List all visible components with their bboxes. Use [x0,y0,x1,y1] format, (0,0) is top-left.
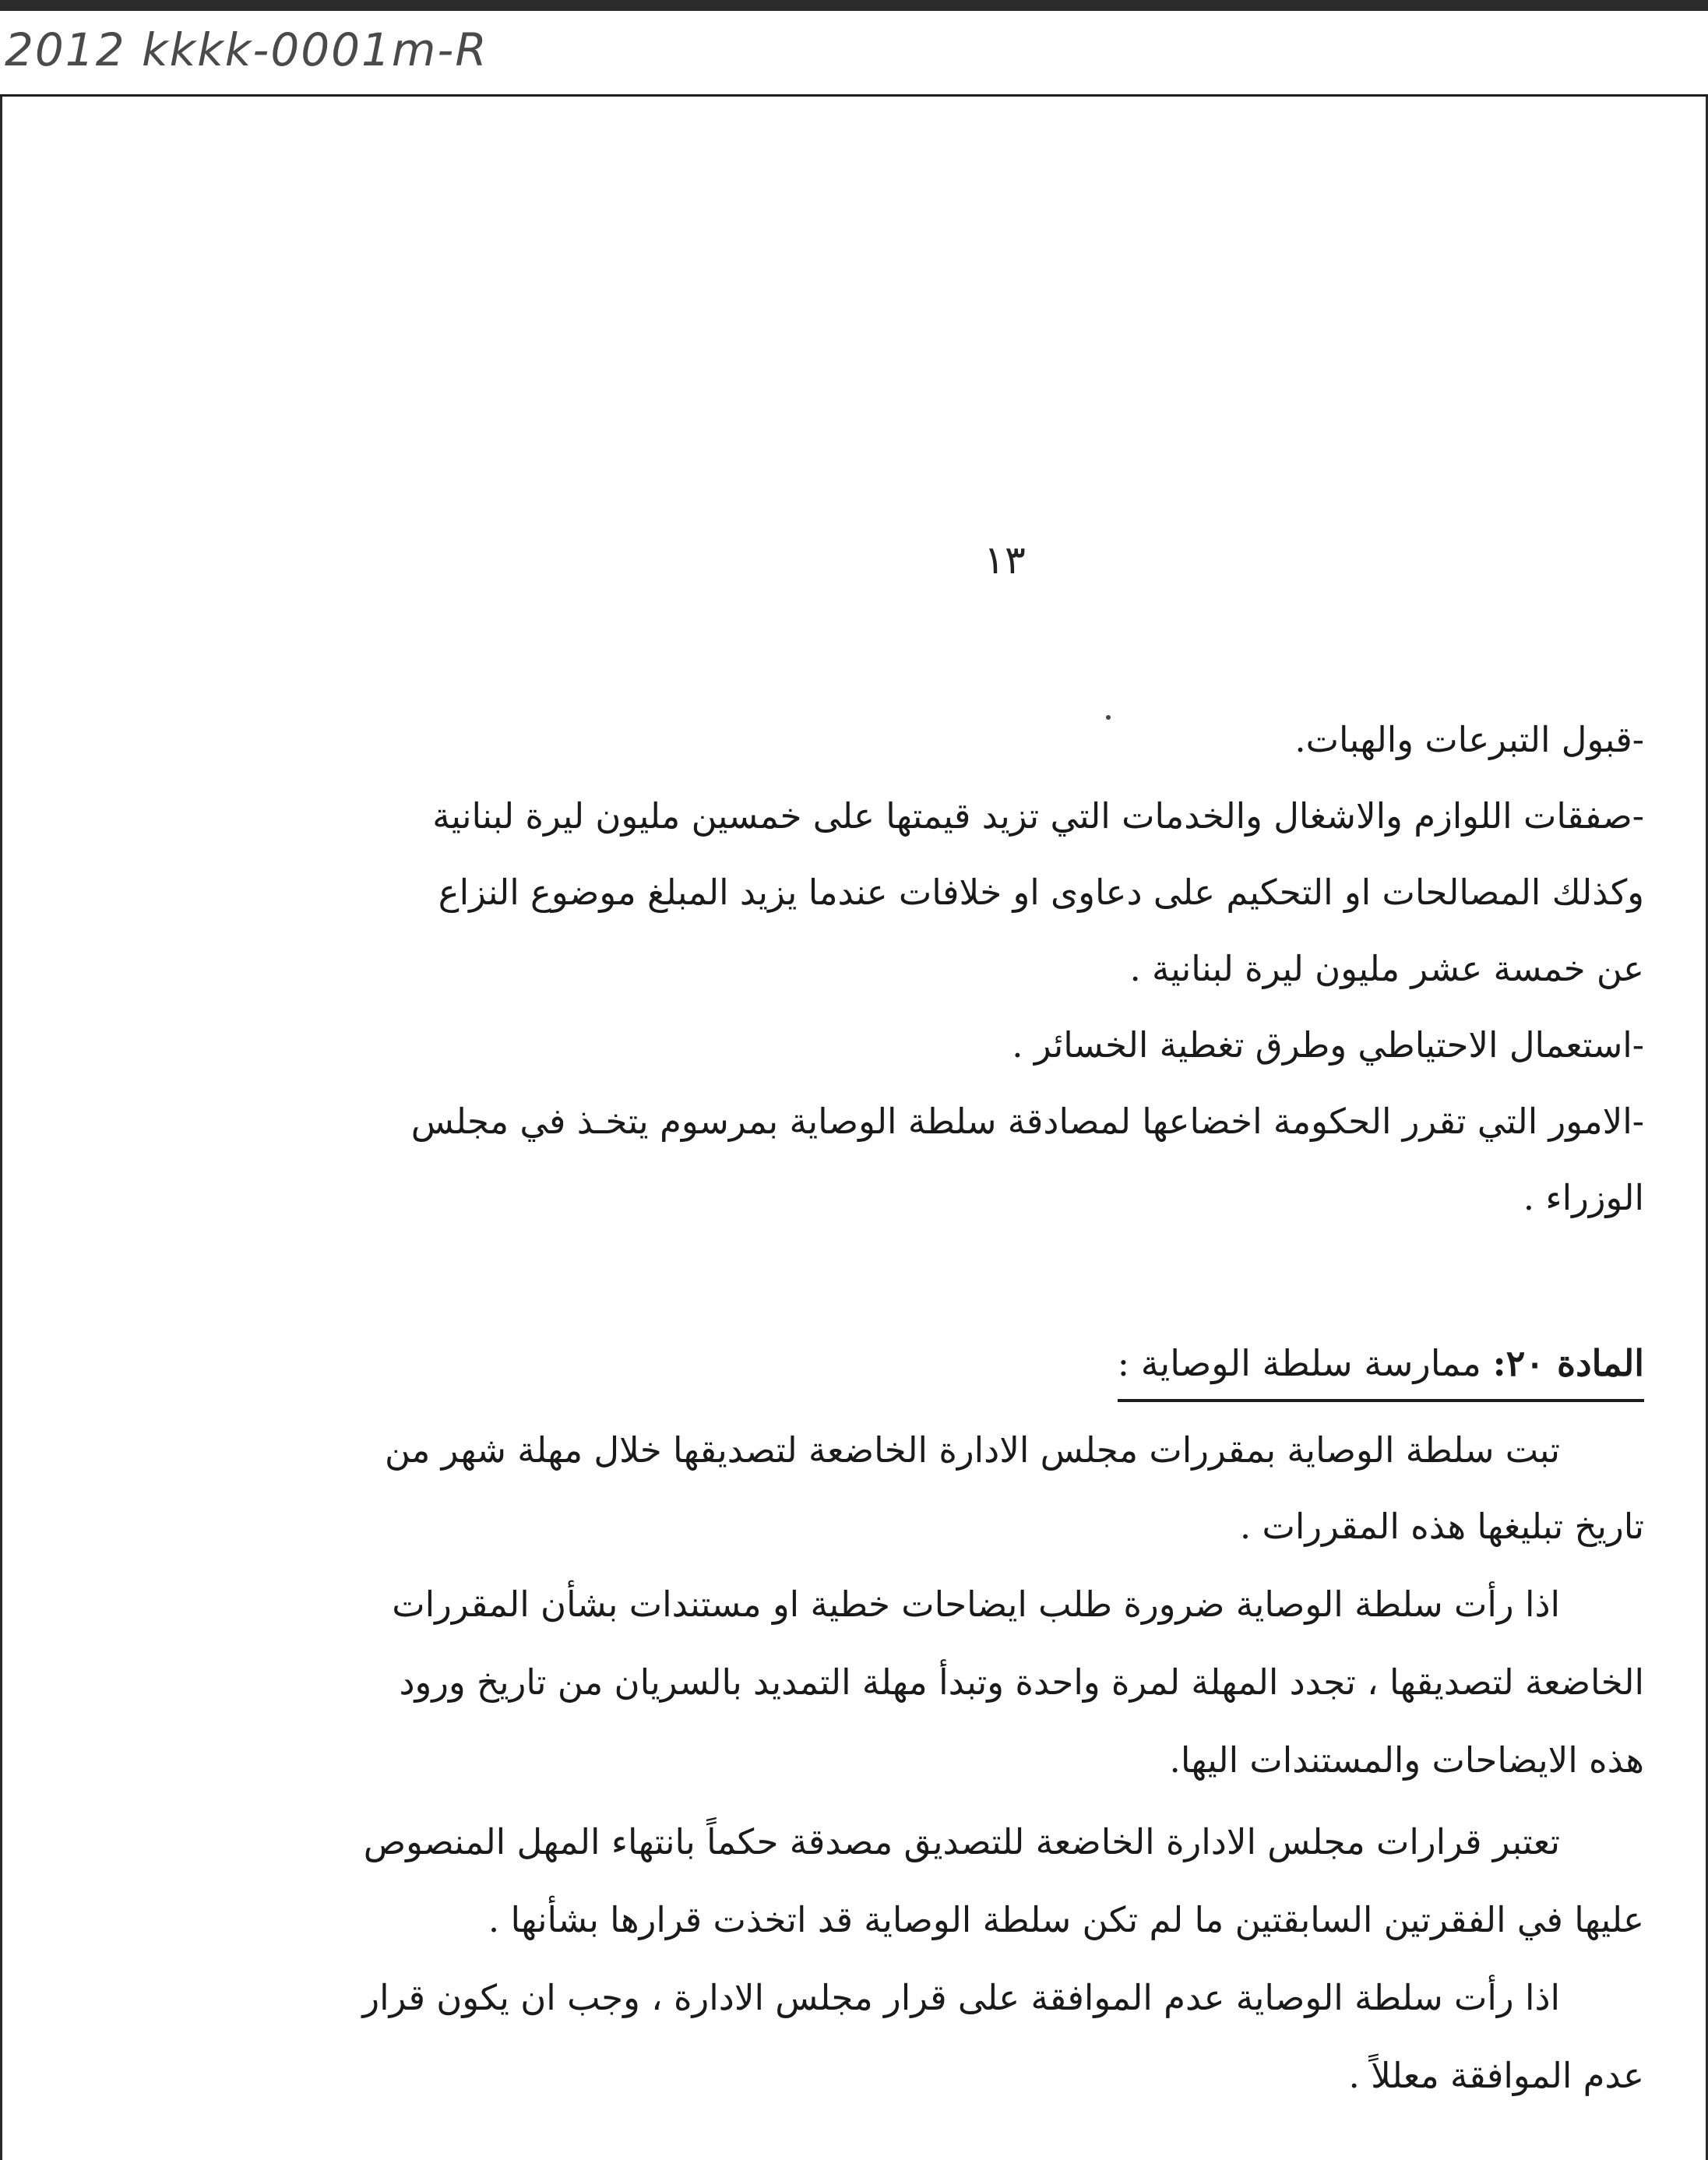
list-item-procurement-cont: وكذلك المصالحات او التحكيم على دعاوى او خلافات عندما يزيد المبلغ موضوع النزاع [438,872,1644,913]
scan-header-strip [0,0,1708,97]
ink-dot [1106,715,1111,720]
article-number: المادة ٢٠: [1492,1342,1644,1384]
article-paragraph-line: اذا رأت سلطة الوصاية عدم الموافقة على قرار مجلس الادارة ، وجب ان يكون قرار [362,1977,1560,2018]
scan-top-edge [0,0,1708,11]
page-number: ١٣ [984,537,1026,583]
article-heading [1118,1338,1644,1402]
article-paragraph-line: الخاضعة لتصديقها ، تجدد المهلة لمرة واحدة وتبدأ مهلة التمديد بالسريان من تاريخ ورود [399,1661,1644,1703]
article-paragraph-line: تاريخ تبليغها هذه المقررات . [1239,1506,1644,1547]
article-paragraph-line: عدم الموافقة معللاً . [1348,2055,1644,2096]
list-item-government-matters-end: الوزراء . [1523,1177,1644,1218]
article-paragraph-line: اذا رأت سلطة الوصاية ضرورة طلب ايضاحات خطية او مستندات بشأن المقررات [392,1584,1560,1625]
article-paragraph-line: عليها في الفقرتين السابقتين ما لم تكن سلطة الوصاية قد اتخذت قرارها بشأنها . [488,1899,1644,1940]
list-item-procurement: -صفقات اللوازم والاشغال والخدمات التي تزيد قيمتها على خمسين مليون ليرة لبنانية [432,795,1644,837]
list-item-donations: -قبول التبرعات والهبات. [1294,719,1644,760]
list-item-reserves: -استعمال الاحتياطي وطرق تغطية الخسائر . [1012,1024,1644,1066]
article-paragraph-line: تبت سلطة الوصاية بمقررات مجلس الادارة الخاضعة لتصديقها خلال مهلة شهر من [384,1429,1560,1471]
article-paragraph-line: هذه الايضاحات والمستندات اليها. [1169,1739,1644,1781]
list-item-procurement-end: عن خمسة عشر مليون ليرة لبنانية . [1129,948,1644,989]
handwritten-reference-code: 2012 kkkk-0001m-R [5,23,488,76]
article-paragraph-line: تعتبر قرارات مجلس الادارة الخاضعة للتصديق مصدقة حكماً بانتهاء المهل المنصوص [363,1821,1560,1862]
article-title: ممارسة سلطة الوصاية : [1117,1342,1481,1384]
list-item-government-matters: -الامور التي تقرر الحكومة اخضاعها لمصادقة سلطة الوصاية بمرسوم يتخـذ في مجلس [410,1101,1644,1142]
